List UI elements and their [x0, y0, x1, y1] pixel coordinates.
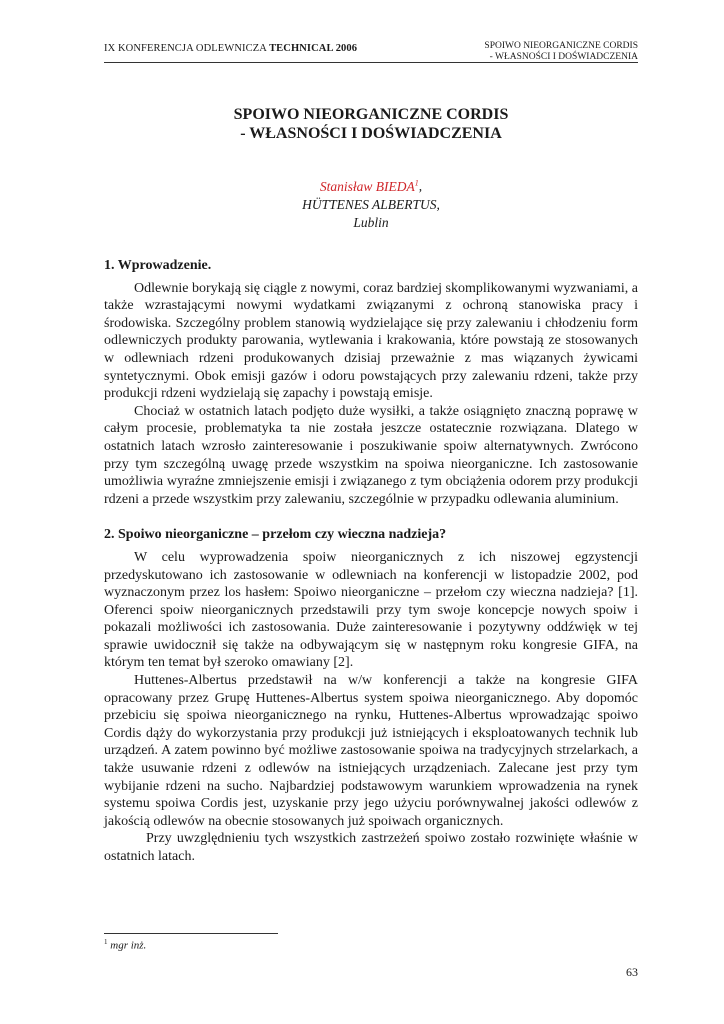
running-header-right	[484, 41, 638, 63]
author-name: Stanisław BIEDA$^1$	[319, 178, 419, 194]
paper-title-line2: - WŁASNOŚCI I DOŚWIADCZENIA	[240, 125, 502, 142]
paragraph: Przy uwzględnieniu tych wszystkich zastrzeżeń spoiwo zostało rozwinięte właśnie w ostatnich latach.	[104, 831, 638, 864]
running-header-left	[104, 43, 357, 54]
footnote	[104, 938, 146, 952]
paper-title-line1: SPOIWO NIEORGANICZNE CORDIS	[233, 106, 509, 123]
article-body	[104, 257, 638, 866]
header-conference-name: TECHNICAL 2006	[269, 43, 358, 54]
author-line	[104, 174, 638, 196]
paragraph: Chociaż w ostatnich latach podjęto duże wysiłki, a także osiągnięto znaczną poprawę w całym procesie, problematyka ta nie została jeszcze ostatecznie rozwiązana. Dlatego w ostatnich latach wzrosło zainteresowanie i poszukiwanie spoiw alternatywnych. Zwrócono przy tym szczególną uwagę przede wszystkim na spoiwa nieorganiczne. Ich zastosowanie umożliwia wyraźne zmniejszenie emisji i związanego z tym obciążenia odorem przy produkcji rdzeni a przede wszystkim przy zalewaniu, szczególnie w przypadku odlewania aluminium.	[104, 403, 638, 507]
author-block	[104, 174, 638, 232]
paragraph: Huttenes-Albertus przedstawił na w/w konferencji a także na kongresie GIFA opracowany przez Grupę Huttenes-Albertus system spoiwa nieorganicznego. Aby dopomóc przebiciu się spoiwa nieorganicznego na rynku, Huttenes-Albertus wprowadzając spoiwo Cordis dąży do wykorzystania przy produkcji już istniejących i eksploatowanych technik lub urządzeń. A zatem powinno być możliwe zastosowanie spoiwa na tradycyjnych strzelarkach, a także usuwanie rdzeni z odlewów na istniejących urządzeniach. Zalecane jest przy tym wybijanie rdzeni na sucho. Najbardziej podstawowym warunkiem wprowadzenia na rynek systemu spoiwa Cordis jest, uzyskanie przy jego użyciu porównywalnej jakości odlewów z jakością odlewów na obecnie stosowanych już spoiwach organicznych.	[104, 673, 638, 829]
paragraph: Odlewnie borykają się ciągle z nowymi, coraz bardziej skomplikowanymi wyzwaniami, a także wzrastającymi nowymi wydatkami związanymi z ochroną stanowiska pracy i środowiska. Szczególny problem stanowią wydzielające się przy zalewaniu i chłodzeniu form odlewniczych produkty parowania, wytlewania i krakowania, które powstają ze stosowanych w odlewniach rdzeni produkowanych dzisiaj przeważnie z mas wiązanych żywicami syntetycznymi. Obok emisji gazów i odoru powstających przy zalewaniu rdzeni, także przy produkcji rdzeni wydzielają się zapachy i powstają emisje.	[104, 280, 638, 402]
author-comma: ,	[418, 178, 423, 194]
page-number: 63	[626, 965, 638, 979]
author-city: Lublin	[353, 214, 389, 230]
section-heading-1: 1. Wprowadzenie.	[104, 258, 212, 273]
footnote-rule	[104, 933, 278, 934]
section-heading-2: 2. Spoiwo nieorganiczne – przełom czy wieczna nadzieja?	[104, 527, 447, 543]
header-rule	[104, 62, 638, 63]
footnote-text: mgr inż.	[110, 939, 147, 952]
paragraph: W celu wyprowadzenia spoiw nieorganicznych z ich niszowej egzystencji przedyskutowano ich zastosowanie w odlewniach na konferencji w listopadzie 2002, pod wyznaczonym przez los hasłem: Spoiwo nieorganiczne – przełom czy wieczna nadzieja? [1]. Oferenci spoiw nieorganicznych przedstawili przy tym swoje koncepcje nowych spoiw i pokazali możliwości ich zastosowania. Duże zainteresowanie i pozytywny oddźwięk w tej sprawie uwidocznił się także na odbywającym się w następnym roku kongresie GIFA, na którym ten temat był szeroko omawiany [2].	[104, 549, 638, 671]
paper-title	[104, 105, 638, 143]
header-title-line2: - WŁASNOŚCI I DOŚWIADCZENIA	[489, 52, 638, 62]
header-conference: IX KONFERENCJA ODLEWNICZA	[104, 43, 267, 54]
author-company: HÜTTENES ALBERTUS,	[302, 196, 440, 212]
author-footnote-mark: 1	[414, 178, 419, 187]
header-title-line1: SPOIWO NIEORGANICZNE CORDIS	[484, 41, 638, 51]
footnote-mark: 1	[104, 938, 108, 946]
